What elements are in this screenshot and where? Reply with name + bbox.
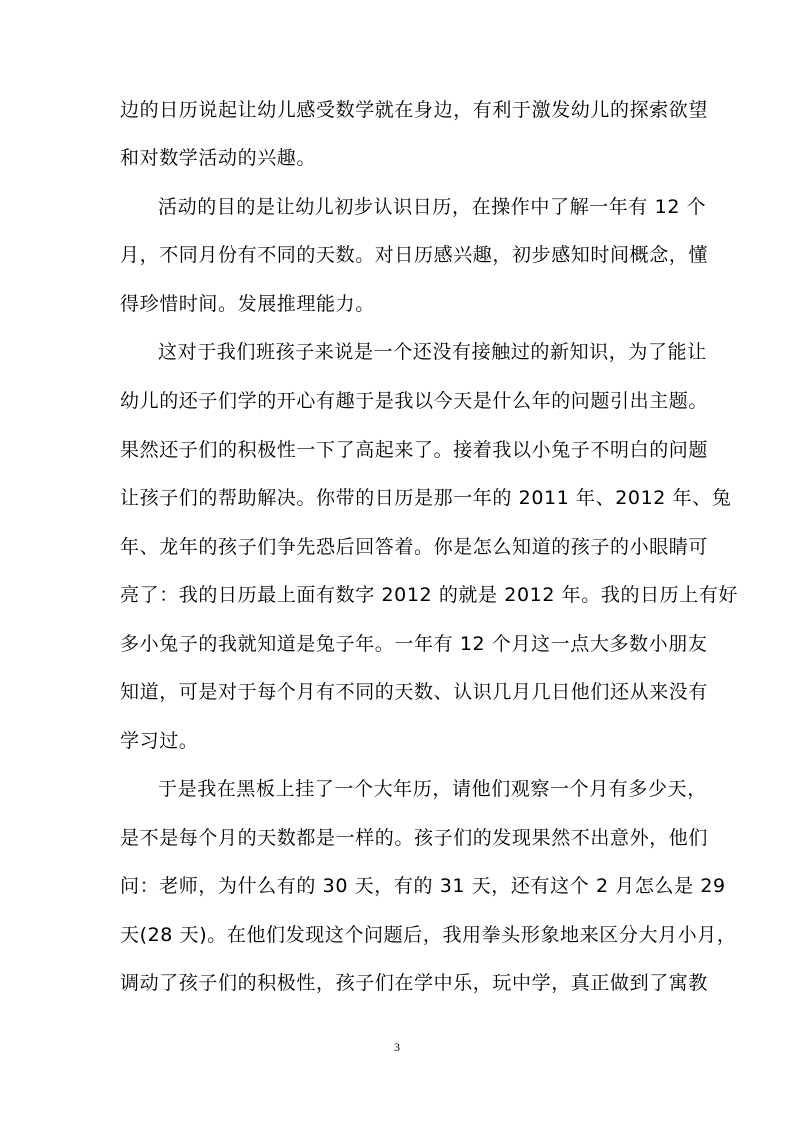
text-line: 亮了：我的日历最上面有数字 2012 的就是 2012 年。我的日历上有好 xyxy=(120,584,739,606)
text-line: 边的日历说起让幼儿感受数学就在身边，有利于激发幼儿的探索欲望 xyxy=(120,99,709,121)
text-line: 知道，可是对于每个月有不同的天数、认识几月几日他们还从来没有 xyxy=(120,681,709,703)
paragraph-start-line: 这对于我们班孩子来说是一个还没有接触过的新知识，为了能让 xyxy=(158,341,707,363)
text-line: 调动了孩子们的积极性，孩子们在学中乐，玩中学，真正做到了寓教 xyxy=(120,972,709,994)
paragraph-start-line: 于是我在黑板上挂了一个大年历，请他们观察一个月有多少天， xyxy=(158,778,707,800)
text-line: 问：老师，为什么有的 30 天，有的 31 天，还有这个 2 月怎么是 29 xyxy=(120,875,726,897)
text-line: 果然还子们的积极性一下了高起来了。接着我以小兔子不明白的问题 xyxy=(120,439,709,461)
text-line: 学习过。 xyxy=(120,730,199,752)
text-line: 得珍惜时间。发展推理能力。 xyxy=(120,293,375,315)
text-line: 年、龙年的孩子们争先恐后回答着。你是怎么知道的孩子的小眼睛可 xyxy=(120,536,709,558)
text-line: 幼儿的还子们学的开心有趣于是我以今天是什么年的问题引出主题。 xyxy=(120,390,709,412)
text-line: 天(28 天)。在他们发现这个问题后，我用拳头形象地来区分大月小月， xyxy=(120,924,737,946)
text-line: 让孩子们的帮助解决。你带的日历是那一年的 2011 年、2012 年、兔 xyxy=(120,487,732,509)
text-line: 月，不同月份有不同的天数。对日历感兴趣，初步感知时间概念，懂 xyxy=(120,244,709,266)
text-line: 多小兔子的我就知道是兔子年。一年有 12 个月这一点大多数小朋友 xyxy=(120,633,708,655)
text-line: 是不是每个月的天数都是一样的。孩子们的发现果然不出意外，他们 xyxy=(120,827,709,849)
paragraph-start-line: 活动的目的是让幼儿初步认识日历，在操作中了解一年有 12 个 xyxy=(158,196,707,218)
text-line: 和对数学活动的兴趣。 xyxy=(120,147,317,169)
page-number: 3 xyxy=(394,1040,400,1054)
